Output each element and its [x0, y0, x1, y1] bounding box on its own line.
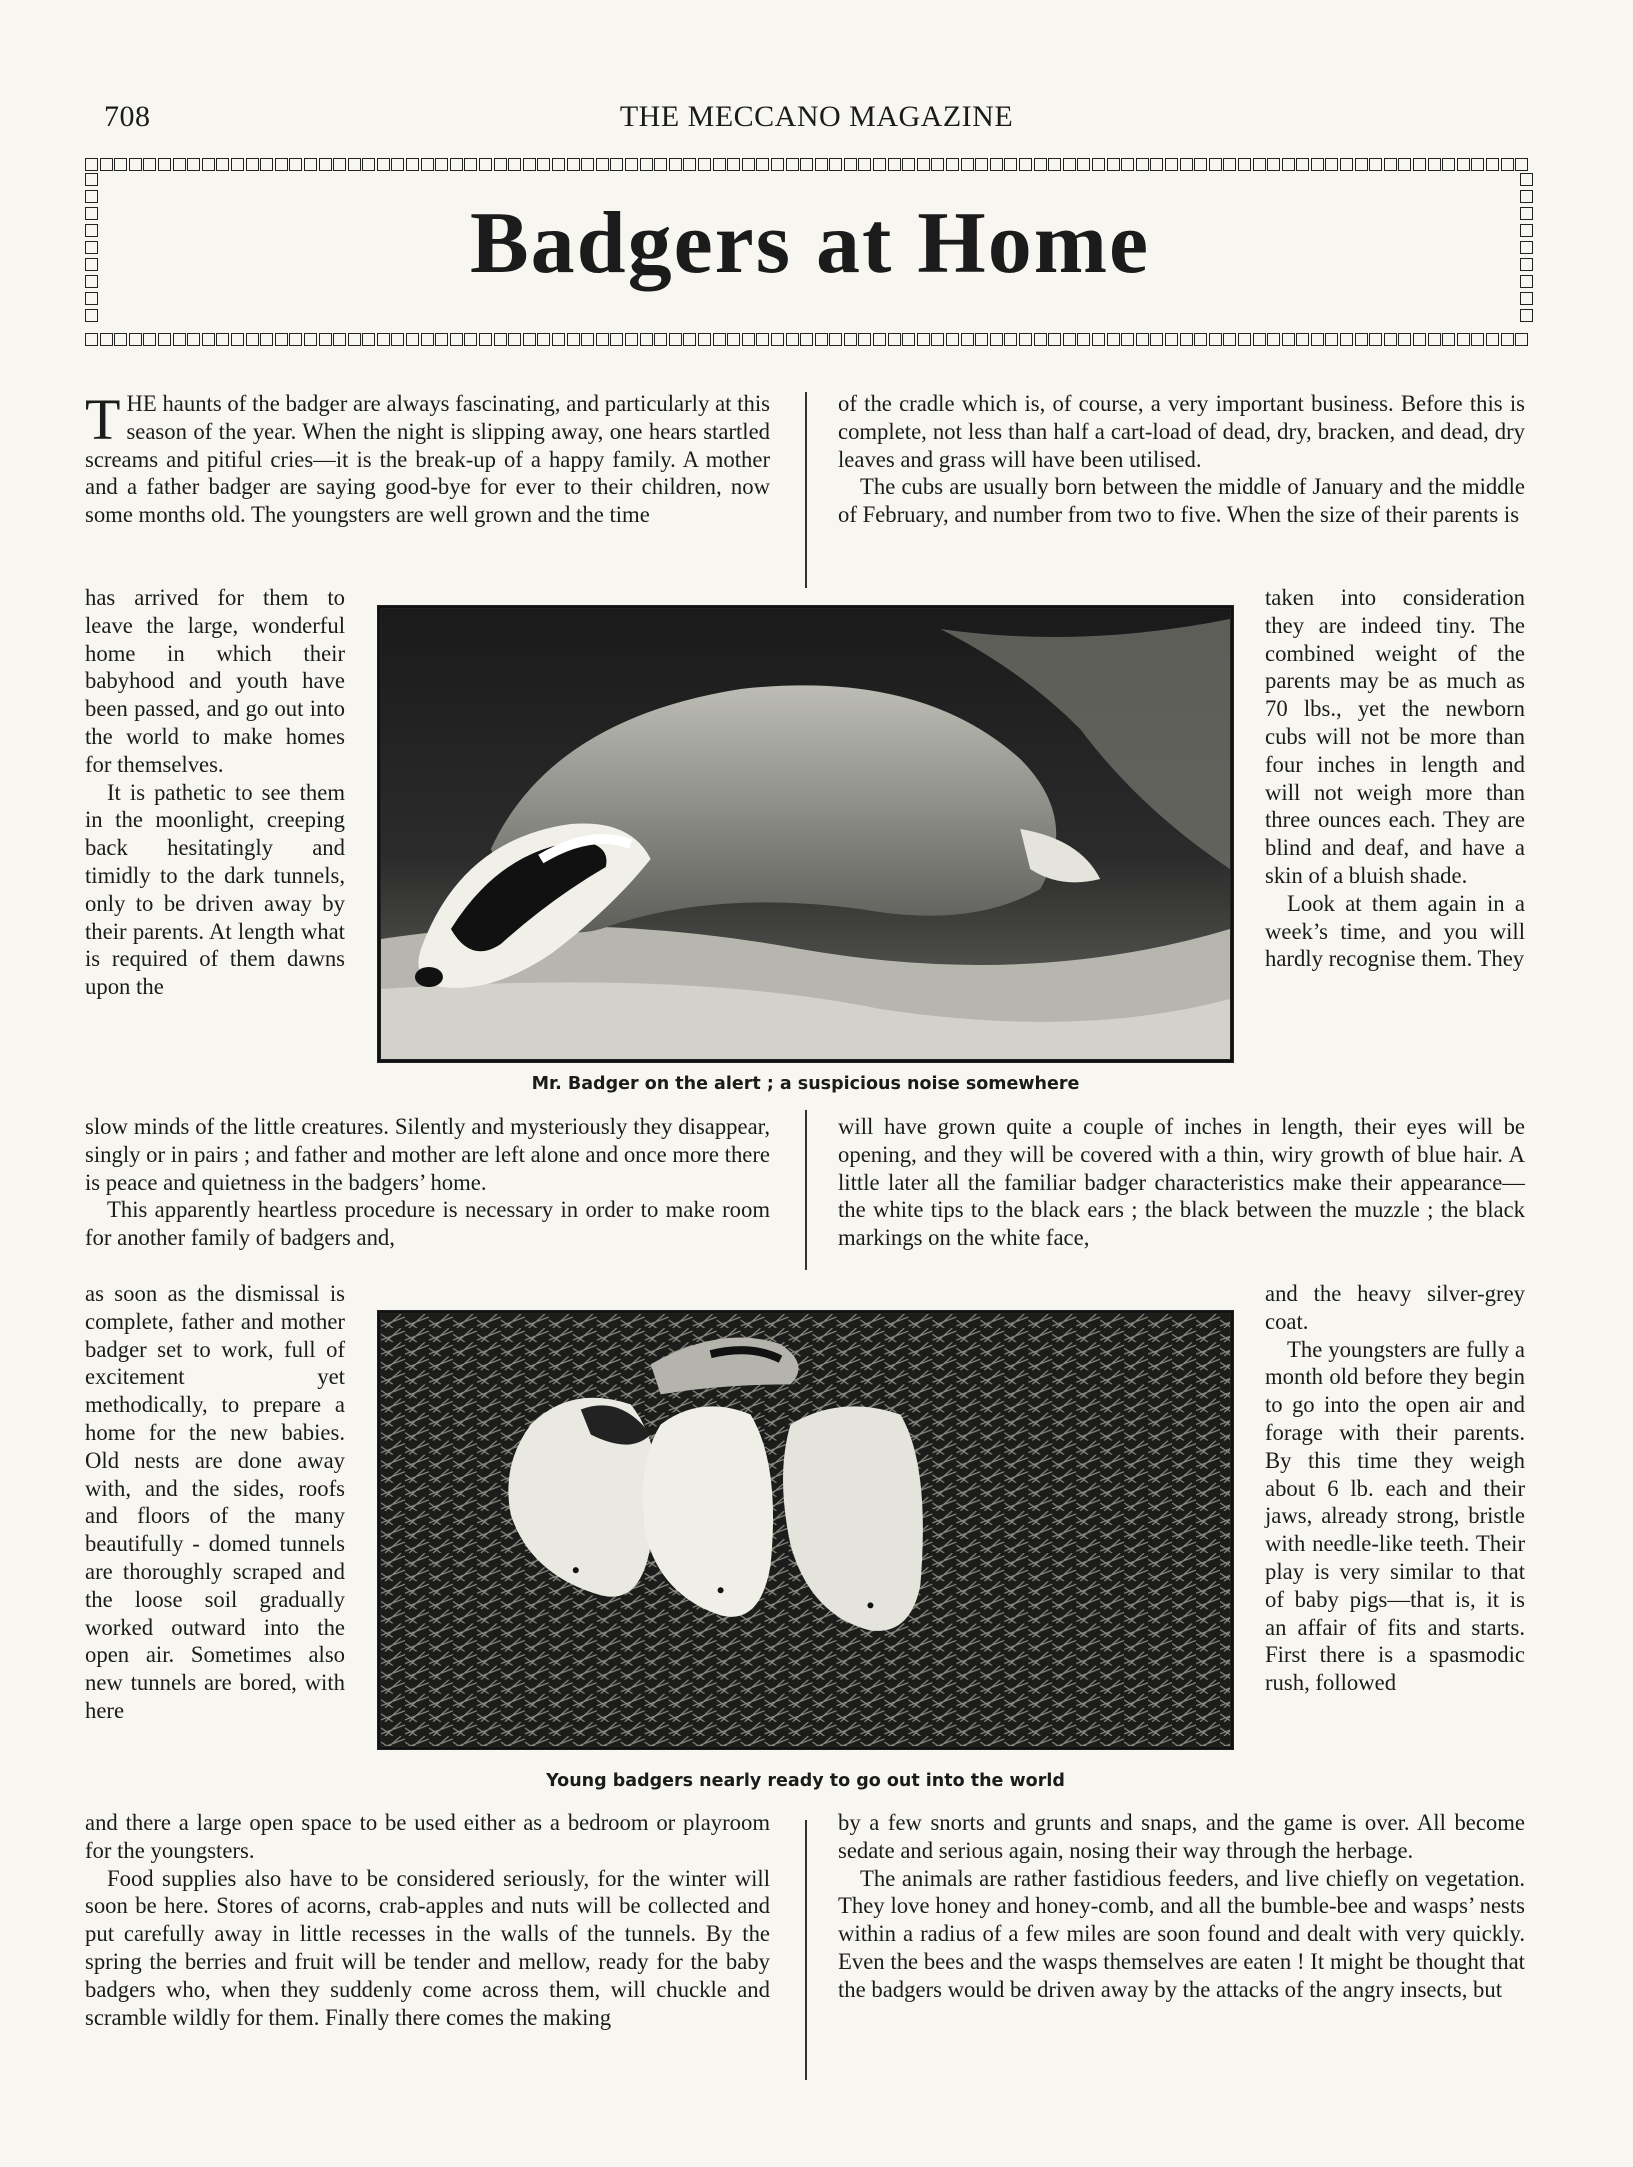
- border-square: [1048, 333, 1061, 346]
- border-square: [873, 333, 886, 346]
- border-square: [829, 158, 842, 171]
- border-square: [771, 158, 784, 171]
- body-right-top: [838, 390, 1525, 529]
- border-square: [1019, 333, 1032, 346]
- border-square: [1223, 158, 1236, 171]
- border-square: [917, 158, 930, 171]
- border-square: [844, 333, 857, 346]
- border-square: [1063, 158, 1076, 171]
- border-square: [858, 333, 871, 346]
- border-square: [1165, 333, 1178, 346]
- border-square: [1165, 158, 1178, 171]
- border-square: [377, 158, 390, 171]
- border-square: [537, 158, 550, 171]
- border-square: [771, 333, 784, 346]
- border-square: [975, 333, 988, 346]
- badger-photo-illustration: [381, 609, 1230, 1059]
- border-square: [158, 333, 171, 346]
- paragraph: Food supplies also have to be considered seriously, for the winter will soon be here. Stores of acorns, crab-apples and nuts will be collected and put carefully away in little recesses in the walls of the tunnels. By the spring the berries and fruit will be tender and mellow, ready for the baby badgers who, when they suddenly come across them, will chuckle and scramble wildly for them. Finally there comes the making: [85, 1865, 770, 2030]
- border-square: [683, 333, 696, 346]
- border-square: [1311, 158, 1324, 171]
- border-square: [100, 333, 113, 346]
- border-square: [508, 158, 521, 171]
- border-square: [1282, 333, 1295, 346]
- border-square: [1515, 158, 1528, 171]
- border-square: [683, 158, 696, 171]
- border-square: [1486, 333, 1499, 346]
- border-square: [1048, 158, 1061, 171]
- border-square: [698, 333, 711, 346]
- border-square: [1209, 158, 1222, 171]
- border-square: [975, 158, 988, 171]
- border-square: [435, 333, 448, 346]
- border-square: [1515, 333, 1528, 346]
- column-rule: [805, 1110, 807, 1270]
- border-square: [1413, 333, 1426, 346]
- border-square: [319, 158, 332, 171]
- border-square: [158, 158, 171, 171]
- body-right-middle: [838, 1113, 1525, 1252]
- decorative-border-top: [85, 158, 1535, 173]
- border-square: [815, 333, 828, 346]
- border-square: [1034, 158, 1047, 171]
- border-square: [231, 158, 244, 171]
- border-square: [1238, 158, 1251, 171]
- page-header: [0, 100, 1633, 140]
- border-square: [304, 158, 317, 171]
- border-square: [1077, 333, 1090, 346]
- border-square: [391, 333, 404, 346]
- border-square: [246, 333, 259, 346]
- border-square: [610, 333, 623, 346]
- paragraph: of the cradle which is, of course, a very important business. Before this is complete, not less than half a cart-load of dead, dry, bracken, and dead, dry leaves and grass will have been utilised.: [838, 391, 1525, 472]
- border-square: [494, 333, 507, 346]
- border-square: [406, 333, 419, 346]
- border-square: [1136, 158, 1149, 171]
- paragraph: will have grown quite a couple of inches in length, their eyes will be opening, and they will be covered with a thin, wiry growth of blue hair. A little later all the familiar badger characteristics make their appearance—the white tips to the black ears ; the black between the muzzle ; the black markings on the white face,: [838, 1114, 1525, 1251]
- border-square: [1253, 333, 1266, 346]
- border-square: [1282, 158, 1295, 171]
- border-square: [216, 333, 229, 346]
- border-square: [260, 333, 273, 346]
- border-square: [990, 333, 1003, 346]
- paragraph: slow minds of the little creatures. Silently and mysteriously they disappear, singly or in pairs ; and father and mother are left alone and once more there is peace and quietness in the badgers’ home.: [85, 1114, 770, 1195]
- border-square: [1194, 333, 1207, 346]
- border-square: [1355, 158, 1368, 171]
- column-rule: [805, 392, 807, 588]
- border-square: [173, 158, 186, 171]
- paragraph: by a few snorts and grunts and snaps, and the game is over. All become sedate and serious again, nosing their way through the herbage.: [838, 1810, 1525, 1863]
- border-square: [143, 158, 156, 171]
- border-square: [1107, 158, 1120, 171]
- border-square: [1520, 173, 1533, 186]
- paragraph: The cubs are usually born between the middle of January and the middle of February, and number from two to five. When the size of their parents is: [838, 474, 1525, 528]
- border-square: [1209, 333, 1222, 346]
- border-square: [1092, 333, 1105, 346]
- border-square: [902, 333, 915, 346]
- border-square: [1413, 158, 1426, 171]
- photo-adult-badger: [377, 605, 1234, 1063]
- border-square: [1267, 333, 1280, 346]
- border-square: [1311, 333, 1324, 346]
- border-square: [1121, 158, 1134, 171]
- body-right-narrow-2: [1265, 1280, 1525, 1697]
- border-square: [1442, 158, 1455, 171]
- page-number: 708: [104, 100, 151, 133]
- border-square: [1325, 158, 1338, 171]
- border-square: [348, 333, 361, 346]
- border-square: [85, 309, 98, 322]
- border-square: [1238, 333, 1251, 346]
- border-square: [888, 333, 901, 346]
- border-square: [698, 158, 711, 171]
- paragraph: taken into consideration they are indeed tiny. The combined weight of the parents may be as much as 70 lbs., yet the newborn cubs will not be more than four inches in length and will not weigh more than three ounces each. They are blind and deaf, and have a skin of a bluish shade.: [1265, 585, 1525, 888]
- border-square: [406, 158, 419, 171]
- body-left-top: [85, 387, 770, 529]
- border-square: [1121, 333, 1134, 346]
- border-square: [1296, 158, 1309, 171]
- border-square: [1136, 333, 1149, 346]
- border-square: [479, 333, 492, 346]
- paragraph: and the heavy silver-grey coat.: [1265, 1281, 1525, 1334]
- border-square: [1325, 333, 1338, 346]
- border-square: [1253, 158, 1266, 171]
- border-square: [143, 333, 156, 346]
- border-square: [654, 158, 667, 171]
- border-square: [187, 158, 200, 171]
- border-square: [391, 158, 404, 171]
- border-square: [800, 333, 813, 346]
- border-square: [640, 333, 653, 346]
- border-square: [1520, 292, 1533, 305]
- border-square: [246, 158, 259, 171]
- border-square: [1004, 158, 1017, 171]
- border-square: [552, 333, 565, 346]
- border-square: [654, 333, 667, 346]
- border-square: [1340, 333, 1353, 346]
- article-title: Badgers at Home: [469, 195, 1151, 292]
- border-square: [1486, 158, 1499, 171]
- border-square: [464, 333, 477, 346]
- border-square: [888, 158, 901, 171]
- paragraph: The youngsters are fully a month old before they begin to go into the open air and forage with their parents. By this time they weigh about 6 lb. each and their jaws, already strong, bristle with needle-like teeth. Their play is very similar to that of baby pigs—that is, it is an affair of fits and starts. First there is a spasmodic rush, followed: [1265, 1336, 1525, 1696]
- border-square: [1520, 309, 1533, 322]
- paragraph: The animals are rather fastidious feeders, and live chiefly on vegetation. They love honey and honey-comb, and all the bumble-bee and wasps’ nests within a radius of a few miles are soon found and dealt with very quickly. Even the bees and the wasps themselves are eaten ! It might be thought that the badgers would be driven away by the attacks of the angry insects, but: [838, 1865, 1525, 2002]
- photo-caption-2: Young badgers nearly ready to go out into the world: [546, 1771, 1065, 1791]
- border-square: [304, 333, 317, 346]
- body-left-middle: [85, 1113, 770, 1252]
- border-square: [1369, 333, 1382, 346]
- border-square: [756, 333, 769, 346]
- border-square: [1107, 333, 1120, 346]
- border-square: [917, 333, 930, 346]
- border-square: [231, 333, 244, 346]
- border-square: [1223, 333, 1236, 346]
- border-square: [1150, 333, 1163, 346]
- border-square: [727, 333, 740, 346]
- border-square: [1501, 158, 1514, 171]
- border-square: [260, 158, 273, 171]
- border-square: [567, 333, 580, 346]
- border-square: [1296, 333, 1309, 346]
- border-square: [713, 333, 726, 346]
- border-square: [85, 292, 98, 305]
- border-square: [946, 333, 959, 346]
- border-square: [421, 158, 434, 171]
- border-square: [1398, 333, 1411, 346]
- border-square: [610, 158, 623, 171]
- border-square: [946, 158, 959, 171]
- border-square: [990, 158, 1003, 171]
- border-square: [100, 158, 113, 171]
- border-square: [523, 333, 536, 346]
- body-right-bottom: [838, 1809, 1525, 2004]
- border-square: [1180, 333, 1193, 346]
- paragraph: This apparently heartless procedure is necessary in order to make room for another family of badgers and,: [85, 1197, 770, 1251]
- border-square: [1340, 158, 1353, 171]
- border-square: [523, 158, 536, 171]
- border-square: [961, 158, 974, 171]
- border-square: [129, 158, 142, 171]
- border-square: [829, 333, 842, 346]
- border-square: [202, 158, 215, 171]
- border-square: [362, 158, 375, 171]
- border-square: [713, 158, 726, 171]
- border-square: [494, 158, 507, 171]
- border-square: [129, 333, 142, 346]
- border-square: [1077, 158, 1090, 171]
- border-square: [114, 158, 127, 171]
- border-square: [625, 333, 638, 346]
- border-square: [216, 158, 229, 171]
- border-square: [333, 333, 346, 346]
- cubs-photo-illustration: [381, 1314, 1230, 1746]
- border-square: [450, 158, 463, 171]
- body-left-narrow-1: [85, 584, 345, 1001]
- border-square: [1398, 158, 1411, 171]
- border-square: [464, 158, 477, 171]
- paragraph: has arrived for them to leave the large, wonderful home in which their babyhood and youth have been passed, and go out into the world to make homes for themselves.: [85, 585, 345, 777]
- magazine-title: THE MECCANO MAGAZINE: [619, 100, 1014, 133]
- border-square: [1457, 158, 1470, 171]
- photo-caption-1: Mr. Badger on the alert ; a suspicious noise somewhere: [531, 1074, 1080, 1094]
- title-box: [85, 158, 1535, 348]
- border-square: [596, 158, 609, 171]
- column-rule: [805, 1820, 807, 2080]
- border-square: [1471, 158, 1484, 171]
- border-square: [377, 333, 390, 346]
- paragraph: It is pathetic to see them in the moonlight, creeping back hesitatingly and timidly to the dark tunnels, only to be driven away by their parents. At length what is required of them dawns upon the: [85, 779, 345, 1000]
- body-left-bottom: [85, 1809, 770, 2031]
- border-square: [552, 158, 565, 171]
- border-square: [786, 333, 799, 346]
- border-square: [319, 333, 332, 346]
- border-square: [1428, 333, 1441, 346]
- border-square: [1355, 333, 1368, 346]
- border-square: [902, 158, 915, 171]
- border-square: [931, 333, 944, 346]
- border-square: [858, 158, 871, 171]
- border-square: [1092, 158, 1105, 171]
- border-square: [581, 333, 594, 346]
- border-square: [275, 158, 288, 171]
- paragraph: and there a large open space to be used either as a bedroom or playroom for the youngsters.: [85, 1810, 770, 1863]
- border-square: [931, 158, 944, 171]
- border-square: [289, 333, 302, 346]
- photo-young-badgers: [377, 1310, 1234, 1750]
- border-square: [85, 173, 98, 186]
- border-square: [742, 158, 755, 171]
- body-left-narrow-2: [85, 1280, 345, 1725]
- border-square: [348, 158, 361, 171]
- border-square: [450, 333, 463, 346]
- border-square: [333, 158, 346, 171]
- border-square: [508, 333, 521, 346]
- border-square: [727, 158, 740, 171]
- border-square: [786, 158, 799, 171]
- border-square: [1267, 158, 1280, 171]
- border-square: [289, 158, 302, 171]
- border-square: [1428, 158, 1441, 171]
- border-square: [625, 158, 638, 171]
- border-square: [479, 158, 492, 171]
- border-square: [1063, 333, 1076, 346]
- border-square: [435, 158, 448, 171]
- border-square: [742, 333, 755, 346]
- border-square: [1384, 158, 1397, 171]
- border-square: [202, 333, 215, 346]
- border-square: [187, 333, 200, 346]
- border-square: [1180, 158, 1193, 171]
- border-square: [85, 158, 98, 171]
- border-square: [596, 333, 609, 346]
- border-square: [1019, 158, 1032, 171]
- border-square: [800, 158, 813, 171]
- border-square: [640, 158, 653, 171]
- decorative-border-bottom: [85, 333, 1535, 348]
- border-square: [756, 158, 769, 171]
- border-square: [1034, 333, 1047, 346]
- border-square: [873, 158, 886, 171]
- border-square: [844, 158, 857, 171]
- border-square: [85, 333, 98, 346]
- border-square: [815, 158, 828, 171]
- border-square: [114, 333, 127, 346]
- border-square: [1457, 333, 1470, 346]
- border-square: [961, 333, 974, 346]
- border-square: [275, 333, 288, 346]
- border-square: [1442, 333, 1455, 346]
- border-square: [669, 158, 682, 171]
- border-square: [1384, 333, 1397, 346]
- border-square: [1194, 158, 1207, 171]
- drop-cap: T: [85, 387, 121, 452]
- border-square: [1369, 158, 1382, 171]
- border-square: [1501, 333, 1514, 346]
- border-square: [1471, 333, 1484, 346]
- border-square: [669, 333, 682, 346]
- border-square: [567, 158, 580, 171]
- paragraph: HE haunts of the badger are always fascinating, and particularly at this season of the year. When the night is slipping away, one hears startled screams and pitiful cries—it is the break-up of a happy family. A mother and a father badger are saying good-bye for ever to their children, now some months old. The youngsters are well grown and the time: [85, 391, 770, 528]
- paragraph: Look at them again in a week’s time, and you will hardly recognise them. They: [1265, 890, 1525, 972]
- body-right-narrow-1: [1265, 584, 1525, 973]
- paragraph: as soon as the dismissal is complete, father and mother badger set to work, full of excitement yet methodically, to prepare a home for the new babies. Old nests are done away with, and the sides, roofs and floors of the many beautifully - domed tunnels are thoroughly scraped and the loose soil gradually worked outward into the open air. Sometimes also new tunnels are bored, with here: [85, 1281, 345, 1723]
- border-square: [362, 333, 375, 346]
- border-square: [173, 333, 186, 346]
- border-square: [537, 333, 550, 346]
- border-square: [421, 333, 434, 346]
- border-square: [1150, 158, 1163, 171]
- border-square: [581, 158, 594, 171]
- border-square: [1004, 333, 1017, 346]
